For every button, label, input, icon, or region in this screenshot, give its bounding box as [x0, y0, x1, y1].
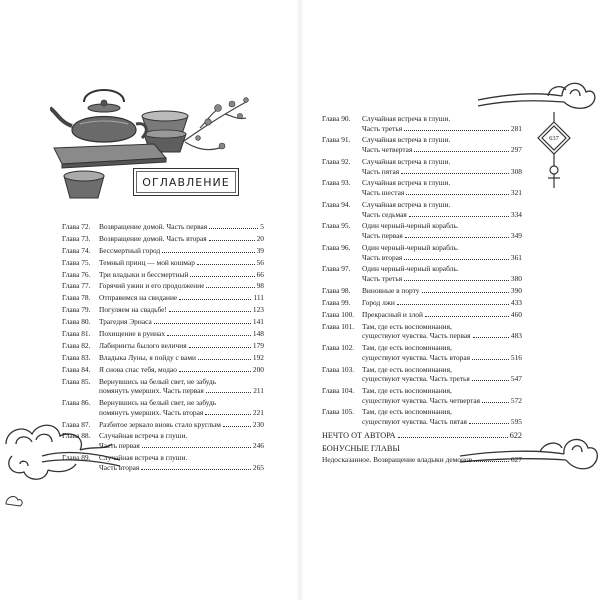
author-note-title: НЕЧТО ОТ АВТОРА: [322, 430, 396, 440]
page-ref: 66: [256, 269, 264, 279]
toc-entry-79[interactable]: [62, 305, 264, 315]
chapter-title: Там, где есть воспоминания,: [362, 343, 452, 353]
chapter-title: Случайная встреча в глуши.: [99, 431, 188, 441]
chapter-title: Вернувшись на белый свет, не забудь: [99, 376, 217, 386]
toc-entry-97[interactable]: [322, 264, 522, 283]
toc-entry-bonus[interactable]: [322, 455, 522, 465]
page-ref: 483: [510, 331, 522, 341]
toc-entry-95[interactable]: [322, 221, 522, 240]
chapter-number: Глава 89.: [62, 452, 91, 462]
page-ref: 148: [252, 329, 264, 339]
chapter-number: Глава 82.: [62, 340, 91, 350]
toc-entry-100[interactable]: [322, 310, 522, 320]
chapter-number: Глава 105.: [322, 407, 355, 417]
teapot: [50, 90, 146, 142]
chapter-number: Глава 94.: [322, 199, 351, 209]
toc-entry-author-note[interactable]: [322, 431, 522, 441]
chapter-title: Три владыки и бессмертный: [99, 269, 189, 279]
chapter-title: Отправимся на свидание: [99, 293, 178, 303]
page-ref: 192: [252, 352, 264, 362]
toc-entry-102[interactable]: [322, 343, 522, 362]
chapter-number: Глава 84.: [62, 364, 91, 374]
chapter-title-continued: существуют чувства. Часть четвертая: [362, 395, 481, 405]
chapter-title-continued: Часть седьмая: [362, 209, 407, 219]
chapter-title: Там, где есть воспоминания,: [362, 386, 452, 395]
chapter-title: Прекрасный и злой: [362, 309, 423, 319]
page-ref: 123: [252, 305, 264, 315]
page-ref: 460: [510, 309, 522, 319]
chapter-number: Глава 93.: [322, 178, 351, 188]
page-ref: 516: [510, 352, 522, 362]
toc-entry-72[interactable]: [62, 222, 264, 232]
chapter-title-continued: Часть вторая: [362, 252, 403, 262]
chapter-title-continued: Часть пятая: [362, 166, 400, 176]
page-ref: 179: [252, 340, 264, 350]
chapter-number: Глава 77.: [62, 281, 91, 291]
chapter-title: Там, где есть воспоминания,: [362, 321, 452, 331]
page-ref: 281: [510, 123, 522, 133]
toc-entry-77[interactable]: [62, 281, 264, 291]
front-cup: [64, 171, 104, 198]
chapter-number: Глава 87.: [62, 419, 91, 429]
bonus-title: БОНУСНЫЕ ГЛАВЫ: [322, 443, 400, 453]
chapter-title: Виновные в порту: [362, 285, 420, 295]
small-cloud-icon: [4, 492, 24, 508]
page-ref: 20: [256, 233, 264, 243]
chapter-number: Глава 92.: [322, 156, 351, 166]
chapter-title: Случайная встреча в глуши.: [362, 178, 451, 188]
page-ref: 200: [252, 364, 264, 374]
chapter-title: Погуляем на свадьбе!: [99, 305, 167, 315]
toc-entry-76[interactable]: [62, 270, 264, 280]
chapter-title: Город лжи: [362, 297, 395, 307]
page-ref: 433: [510, 297, 522, 307]
chapter-title-continued: помянуть умерших. Часть вторая: [99, 407, 204, 417]
toc-entry-73[interactable]: [62, 234, 264, 244]
toc-entry-80[interactable]: [62, 317, 264, 327]
chapter-title: Горячий ужин и его продолжение: [99, 281, 205, 291]
chapter-number: Глава 98.: [322, 285, 351, 295]
chapter-title-continued: Часть шестая: [362, 188, 405, 198]
page-ref: 390: [510, 285, 522, 295]
chapter-title: Случайная встреча в глуши.: [99, 452, 188, 462]
chapter-number: Глава 95.: [322, 221, 351, 231]
page-ref: 111: [253, 293, 264, 303]
chapter-number: Глава 88.: [62, 431, 91, 441]
chapter-number: Глава 100.: [322, 309, 355, 319]
page-ref: 547: [510, 374, 522, 384]
page-ref: 221: [252, 407, 264, 417]
chapter-title: Возвращение домой. Часть вторая: [99, 233, 207, 243]
chapter-title: Возвращение домой. Часть первая: [99, 222, 208, 231]
toc-entry-94[interactable]: [322, 200, 522, 219]
page-ref: 321: [510, 188, 522, 198]
chapter-number: Глава 83.: [62, 352, 91, 362]
toc-entry-96[interactable]: [322, 243, 522, 262]
chapter-number: Глава 103.: [322, 364, 355, 374]
chapter-title: Владыка Луны, я пойду с вами: [99, 352, 196, 362]
page-ref: 246: [252, 441, 264, 451]
chapter-title: Разбитое зеркало вновь стало круглым: [99, 419, 221, 429]
page-ref: 5: [260, 222, 264, 231]
page-ref: 349: [510, 231, 522, 241]
chapter-title-continued: существуют чувства. Часть вторая: [362, 352, 471, 362]
toc-entry-75[interactable]: [62, 258, 264, 268]
toc-entry-83[interactable]: [62, 353, 264, 363]
toc-entry-92[interactable]: [322, 157, 522, 176]
toc-entry-90[interactable]: [322, 114, 522, 133]
toc-entry-101[interactable]: [322, 322, 522, 341]
chapter-number: Глава 90.: [322, 114, 351, 123]
bonus-section-title: [322, 444, 522, 454]
chapter-title-continued: помянуть умерших. Часть первая: [99, 386, 204, 396]
toc-entry-105[interactable]: [322, 407, 522, 426]
chapter-number: Глава 101.: [322, 321, 355, 331]
page-ref: 572: [510, 395, 522, 405]
chapter-number: Глава 79.: [62, 305, 91, 315]
chapter-title: Бессмертный город: [99, 245, 161, 255]
chapter-number: Глава 96.: [322, 242, 351, 252]
cloud-ornament-top-right: [478, 70, 598, 114]
toc-entry-98[interactable]: [322, 286, 522, 296]
toc-entry-84[interactable]: [62, 365, 264, 375]
chapter-title: Вернувшись на белый свет, не забудь: [99, 398, 217, 408]
chapter-title-continued: Часть первая: [362, 231, 403, 241]
page-ref: 265: [252, 462, 264, 472]
chapter-number: Глава 85.: [62, 376, 91, 386]
toc-entry-104[interactable]: [322, 386, 522, 405]
page-ref: 380: [510, 273, 522, 283]
chapter-title: Там, где есть воспоминания,: [362, 407, 452, 417]
chapter-number: Глава 80.: [62, 317, 91, 327]
toc-entry-81[interactable]: [62, 329, 264, 339]
chapter-title: Там, где есть воспоминания,: [362, 364, 452, 374]
chapter-title: Трагедия Эрнаса: [99, 317, 152, 327]
toc-title: ОГЛАВЛЕНИЕ: [133, 168, 239, 196]
chapter-number: Глава 81.: [62, 329, 91, 339]
chapter-number: Глава 74.: [62, 245, 91, 255]
page-ref: 98: [256, 281, 264, 291]
chapter-title: Темный принц — мой кошмар: [99, 257, 195, 267]
chapter-number: Глава 97.: [322, 264, 351, 274]
chapter-title: Случайная встреча в глуши.: [362, 135, 451, 145]
page-ref: 297: [510, 145, 522, 155]
toc-entry-93[interactable]: [322, 178, 522, 197]
toc-entry-87[interactable]: [62, 420, 264, 430]
tea-tray: [54, 144, 166, 168]
toc-entry-103[interactable]: [322, 365, 522, 384]
chapter-number: Глава 78.: [62, 293, 91, 303]
page-ref: 141: [252, 317, 264, 327]
toc-entry-85[interactable]: [62, 377, 264, 396]
chapter-number: Глава 73.: [62, 233, 91, 243]
toc-right-column: [322, 114, 522, 467]
chapter-title: Случайная встреча в глуши.: [362, 114, 451, 123]
toc-entry-89[interactable]: [62, 453, 264, 472]
chapter-number: Глава 75.: [62, 257, 91, 267]
chapter-number: Глава 86.: [62, 398, 91, 408]
toc-entry-78[interactable]: [62, 293, 264, 303]
page-ref: 230: [252, 419, 264, 429]
chapter-number: Глава 76.: [62, 269, 91, 279]
toc-entry-91[interactable]: [322, 135, 522, 154]
page-ref: 56: [256, 257, 264, 267]
toc-entry-99[interactable]: [322, 298, 522, 308]
chapter-title: Один черный-черный корабль.: [362, 221, 459, 231]
right-page: [300, 0, 600, 600]
chapter-title-continued: Часть третья: [362, 273, 403, 283]
chapter-title-continued: Часть третья: [362, 123, 403, 133]
chapter-title-continued: Часть четвертая: [362, 145, 413, 155]
chapter-title: Лабиринты былого величия: [99, 340, 187, 350]
page-ref: 622: [509, 430, 522, 440]
page-ref: 627: [510, 455, 522, 465]
chapter-title-continued: существуют чувства. Часть первая: [362, 331, 471, 341]
chapter-title-continued: Часть первая: [99, 441, 140, 451]
page-ref: 308: [510, 166, 522, 176]
page-ref: 361: [510, 252, 522, 262]
page-ref: 211: [253, 386, 264, 396]
chapter-title-continued: существуют чувства. Часть пятая: [362, 417, 467, 427]
chapter-title-continued: существуют чувства. Часть третья: [362, 374, 470, 384]
chapter-title: Один черный-черный корабль.: [362, 242, 459, 252]
toc-left-column: [62, 222, 264, 474]
toc-entry-74[interactable]: [62, 246, 264, 256]
chapter-title: Один черный-черный корабль.: [362, 264, 459, 274]
chapter-number: Глава 91.: [322, 135, 351, 145]
chapter-title-continued: Часть вторая: [99, 462, 140, 472]
chapter-title: Я снова спас тебя, модао: [99, 364, 177, 374]
chapter-number: Глава 102.: [322, 343, 355, 353]
chapter-title: Похищение в руинах: [99, 329, 166, 339]
bonus-chapter-title: Недосказанное. Возвращение владыки демонов: [322, 455, 473, 465]
toc-entry-88[interactable]: [62, 431, 264, 450]
chapter-number: Глава 104.: [322, 386, 355, 395]
page-ref: 595: [510, 417, 522, 427]
toc-entry-86[interactable]: [62, 398, 264, 417]
page-number: 637: [549, 134, 559, 142]
chapter-title: Случайная встреча в глуши.: [362, 156, 451, 166]
chapter-number: Глава 99.: [322, 297, 351, 307]
page-ref: 334: [510, 209, 522, 219]
chapter-title: Случайная встреча в глуши.: [362, 199, 451, 209]
toc-entry-82[interactable]: [62, 341, 264, 351]
chapter-number: Глава 72.: [62, 222, 91, 231]
page-ref: 39: [256, 245, 264, 255]
